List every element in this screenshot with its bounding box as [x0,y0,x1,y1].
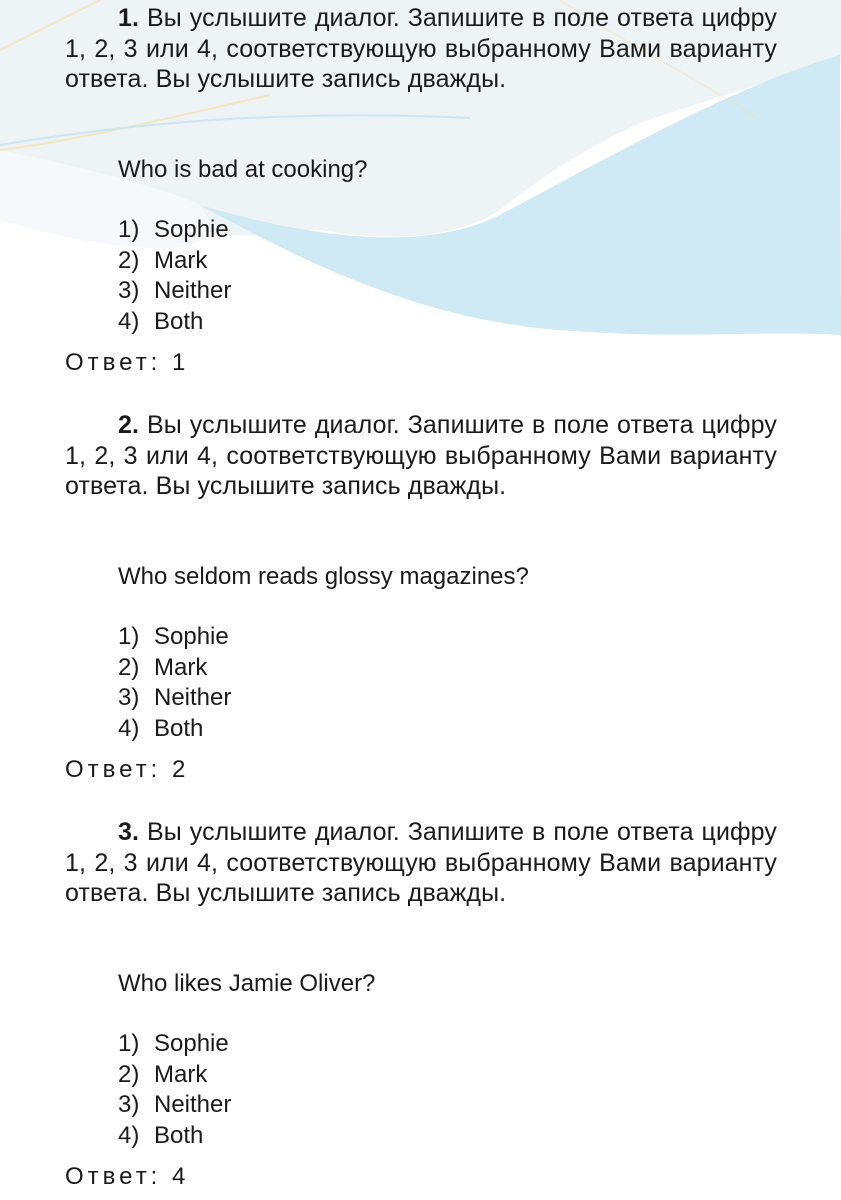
answer-line: Ответ: 4 [65,1163,190,1190]
option-2: 2) Mark [118,246,208,274]
task-1-instruction-block [65,3,777,95]
options-list [118,1029,231,1151]
task-2-instruction-block [65,410,777,502]
task-instruction: 1. Вы услышите диалог. Запишите в поле ответа цифру 1, 2, 3 или 4, соответствующую выбранному Вами варианту ответа. Вы услышите запись дважды. [65,4,778,93]
option-1: 1) Sophie [118,216,229,243]
task-3-instruction-block [65,817,777,909]
question-text: Who likes Jamie Oliver? [118,970,376,997]
answer-line: Ответ: 2 [65,756,190,783]
option-3: 3) Neither [118,277,232,304]
options-list [118,622,231,744]
option-1: 1) Sophie [118,623,229,650]
option-3: 3) Neither [118,684,232,711]
task-instruction: 2. Вы услышите диалог. Запишите в поле ответа цифру 1, 2, 3 или 4, соответствующую выбранному Вами варианту ответа. Вы услышите запись дважды. [65,411,778,500]
answer-line: Ответ: 1 [65,349,190,376]
option-2: 2) Mark [118,653,208,681]
option-2: 2) Mark [118,1060,208,1088]
options-list [118,215,231,337]
question-text: Who seldom reads glossy magazines? [118,563,529,590]
task-number: 2. [118,411,140,439]
task-number: 1. [118,4,140,32]
question-text: Who is bad at cooking? [118,156,368,183]
option-4: 4) Both [118,714,204,742]
option-3: 3) Neither [118,1091,232,1118]
option-4: 4) Both [118,307,204,335]
option-1: 1) Sophie [118,1030,229,1057]
task-number: 3. [118,818,140,846]
task-instruction: 3. Вы услышите диалог. Запишите в поле ответа цифру 1, 2, 3 или 4, соответствующую выбранному Вами варианту ответа. Вы услышите запись дважды. [65,818,778,907]
option-4: 4) Both [118,1121,204,1149]
